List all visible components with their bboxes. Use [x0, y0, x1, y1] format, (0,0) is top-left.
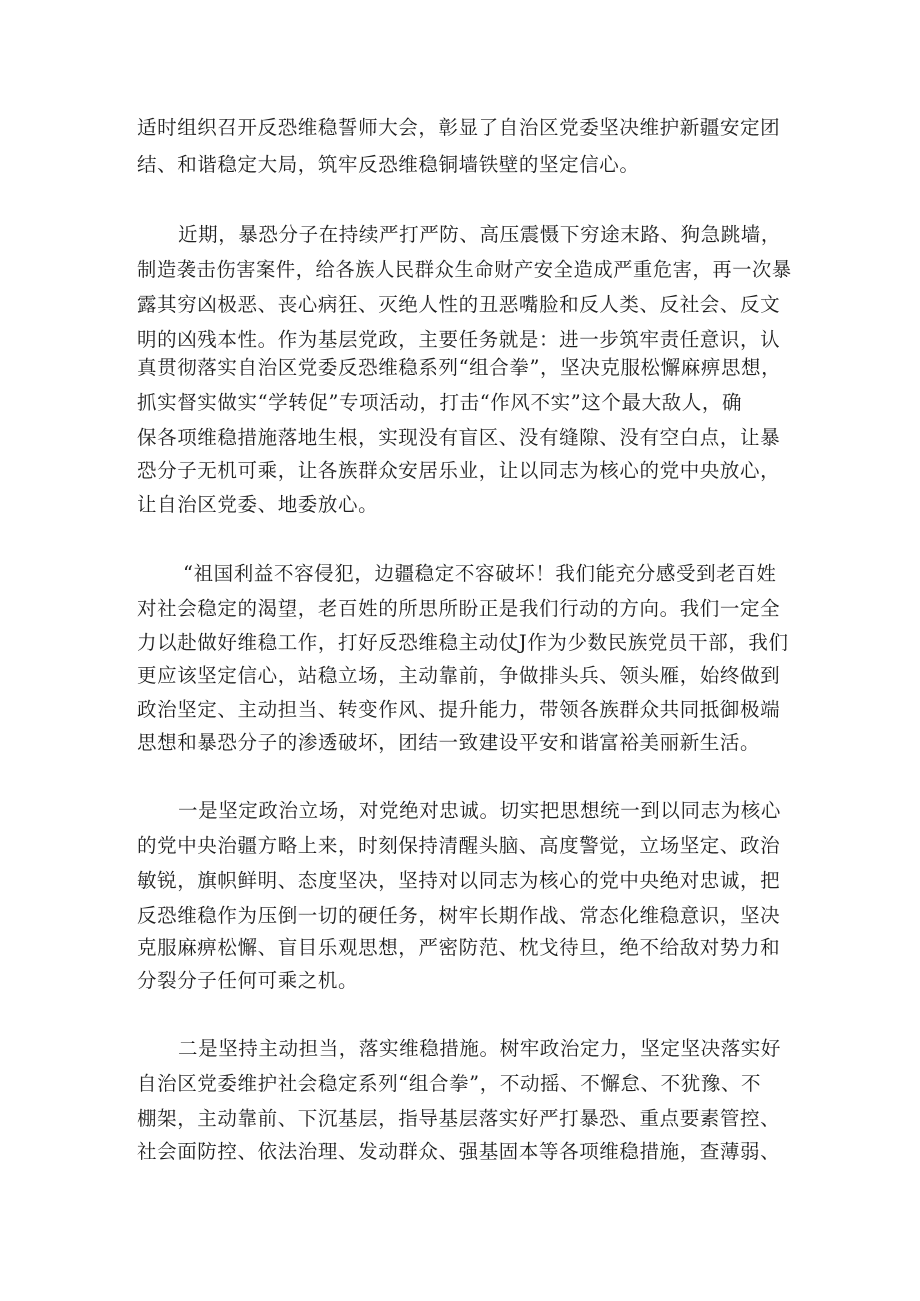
text-line: 真贯彻落实自治区党委反恐维稳系列“组合拳”，坚决克服松懈麻痹思想， — [137, 356, 782, 379]
text-line: 思想和暴恐分子的渗透破坏，团结一致建设平安和谐富裕美丽新生活。 — [137, 731, 761, 754]
text-line: 敏锐，旗帜鲜明、态度坚决，坚持对以同志为核心的党中央绝对忠诚，把 — [137, 869, 781, 892]
text-line: 近期，暴恐分子在持续严打严防、高压震慑下穷途末路、狗急跳墙， — [178, 223, 782, 246]
text-line: 抓实督实做实“学转促”专项活动，打击“作风不实”这个最大敌人，确 — [137, 391, 743, 414]
text-line: 恐分子无机可乘，让各族群众安居乐业，让以同志为核心的党中央放心， — [137, 459, 781, 482]
text-line: 的党中央治疆方略上来，时刻保持清醒头脑、高度警觉，立场坚定、政治 — [137, 834, 781, 857]
text-line: 明的凶残本性。作为基层党政，主要任务就是：进一步筑牢责任意识，认 — [137, 328, 781, 351]
text-line: 制造袭击伤害案件，给各族人民群众生命财产安全造成严重危害，再一次暴 — [137, 258, 792, 281]
text-line: 露其穷凶极恶、丧心病狂、灭绝人性的丑恶嘴脸和反人类、反社会、反文 — [137, 293, 781, 316]
text-line: 棚架，主动靠前、下沉基层，指导基层落实好严打暴恐、重点要素管控、 — [137, 1107, 781, 1130]
text-line: 政治坚定、主动担当、转变作风、提升能力，带领各族群众共同抵御极端 — [137, 698, 781, 721]
text-line: 保各项维稳措施落地生根，实现没有盲区、没有缝隙、没有空白点，让暴 — [137, 426, 781, 449]
text-line: 力以赴做好维稳工作，打好反恐维稳主动仗J作为少数民族党员干部，我们 — [137, 631, 789, 654]
text-line: 社会面防控、依法治理、发动群众、强基固本等各项维稳措施，查薄弱、 — [137, 1140, 781, 1163]
text-line: 自治区党委维护社会稳定系列“组合拳”，不动摇、不懈怠、不犹豫、不 — [137, 1072, 762, 1095]
text-line: 克服麻痹松懈、盲目乐观思想，严密防范、枕戈待旦，绝不给敌对势力和 — [137, 936, 781, 959]
text-line: 适时组织召开反恐维稳誓师大会，彰显了自治区党委坚决维护新疆安定团 — [137, 116, 781, 139]
text-line: 让自治区党委、地委放心。 — [137, 493, 379, 516]
text-line: 结、和谐稳定大局，筑牢反恐维稳铜墙铁壁的坚定信心。 — [137, 153, 640, 176]
text-line: 对社会稳定的渴望，老百姓的所思所盼正是我们行动的方向。我们一定全 — [137, 597, 781, 620]
text-line: 分裂分子任何可乘之机。 — [137, 969, 359, 992]
text-line: “祖国利益不容侵犯，边疆稳定不容破坏！我们能充分感受到老百姓 — [183, 562, 777, 585]
text-line: 二是坚持主动担当，落实维稳措施。树牢政治定力，坚定坚决落实好 — [178, 1037, 782, 1060]
text-line: 更应该坚定信心，站稳立场，主动靠前，争做排头兵、领头雁，始终做到 — [137, 664, 781, 687]
text-line: 一是坚定政治立场，对党绝对忠诚。切实把思想统一到以同志为核心 — [178, 799, 782, 822]
text-line: 反恐维稳作为压倒一切的硬任务，树牢长期作战、常态化维稳意识，坚决 — [137, 904, 781, 927]
